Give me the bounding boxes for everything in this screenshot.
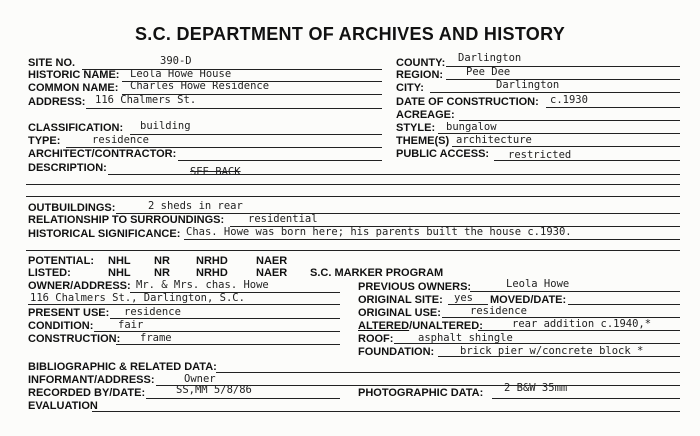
recorded-by-line <box>146 398 340 399</box>
moved-date-line <box>568 304 680 305</box>
altered-line <box>478 330 680 331</box>
construction-value: frame <box>140 332 172 344</box>
bibliographic-label: BIBLIOGRAPHIC & RELATED DATA: <box>28 361 217 373</box>
themes-label: THEME(S) <box>396 135 450 147</box>
significance-value: Chas. Howe was born here; his parents built the house c.1930. <box>186 226 572 238</box>
evaluation-line <box>92 411 680 412</box>
listed-nr: NR <box>154 267 170 279</box>
original-site-label: ORIGINAL SITE: <box>358 294 443 306</box>
moved-date-label: MOVED/DATE: <box>490 294 567 306</box>
architect-line <box>178 160 382 161</box>
roof-label: ROOF: <box>358 333 394 345</box>
potential-nhl: NHL <box>108 255 131 267</box>
style-value: bungalow <box>446 121 497 133</box>
owner-address-label: OWNER/ADDRESS: <box>28 280 131 292</box>
photographic-line <box>492 398 680 399</box>
outbuildings-label: OUTBUILDINGS: <box>28 202 116 214</box>
description-label: DESCRIPTION: <box>28 162 107 174</box>
county-label: COUNTY: <box>396 57 446 69</box>
relationship-value: residential <box>248 213 318 225</box>
present-use-value: residence <box>124 306 181 318</box>
informant-label: INFORMANT/ADDRESS: <box>28 374 155 386</box>
listed-nhl: NHL <box>108 267 131 279</box>
style-label: STYLE: <box>396 122 436 134</box>
common-name-value: Charles Howe Residence <box>130 80 270 92</box>
city-value: Darlington <box>496 79 560 91</box>
description-value: SEE BACK <box>190 166 241 178</box>
potential-label: POTENTIAL: <box>28 255 94 267</box>
potential-naer: NAER <box>256 255 288 267</box>
photographic-value: 2 B&W 35mm <box>504 382 568 394</box>
region-line <box>446 79 680 80</box>
significance-line <box>184 239 680 240</box>
region-value: Pee Dee <box>466 66 511 78</box>
themes-value: architecture <box>456 134 532 146</box>
original-site-value: yes <box>454 292 473 304</box>
foundation-label: FOUNDATION: <box>358 346 435 358</box>
recorded-by-label: RECORDED BY/DATE: <box>28 387 146 399</box>
common-name-label: COMMON NAME: <box>28 82 119 94</box>
condition-value: fair <box>118 319 144 331</box>
present-use-label: PRESENT USE: <box>28 307 110 319</box>
county-value: Darlington <box>458 52 522 64</box>
section-divider <box>26 250 680 251</box>
foundation-value: brick pier w/concrete block * <box>460 345 644 357</box>
type-label: TYPE: <box>28 135 61 147</box>
site-no-label: SITE NO. <box>28 57 76 69</box>
construction-label: CONSTRUCTION: <box>28 333 121 345</box>
unaltered-option: /UNALTERED: <box>409 320 483 332</box>
altered-value: rear addition c.1940,* <box>512 318 652 330</box>
historic-name-label: HISTORIC NAME: <box>28 69 120 81</box>
date-of-construction-line <box>546 107 680 108</box>
owner-address-value: Mr. & Mrs. chas. Howe <box>136 279 269 291</box>
city-line <box>430 92 680 93</box>
altered-label <box>358 320 483 332</box>
blank-line <box>26 196 680 197</box>
city-label: CITY: <box>396 82 424 94</box>
acreage-label: ACREAGE: <box>396 109 455 121</box>
present-use-line <box>110 318 340 319</box>
listed-label: LISTED: <box>28 267 71 279</box>
address-label: ADDRESS: <box>28 96 86 108</box>
page-title: S.C. DEPARTMENT OF ARCHIVES AND HISTORY <box>134 24 566 44</box>
blank-line <box>26 184 680 185</box>
owner-address-value-2: 116 Chalmers St., Darlington, S.C. <box>30 292 245 304</box>
type-value: residence <box>92 134 149 146</box>
site-no-value: 390-D <box>160 55 192 67</box>
original-use-value: residence <box>470 305 527 317</box>
classification-line <box>130 134 382 135</box>
condition-line <box>94 331 340 332</box>
significance-label: HISTORICAL SIGNIFICANCE: <box>28 228 181 240</box>
outbuildings-value: 2 sheds in rear <box>148 200 243 212</box>
address-line <box>86 108 382 109</box>
listed-nrhd: NRHD <box>196 267 228 279</box>
original-use-label: ORIGINAL USE: <box>358 307 441 319</box>
architect-label: ARCHITECT/CONTRACTOR: <box>28 148 177 160</box>
roof-value: asphalt shingle <box>418 332 513 344</box>
potential-nr: NR <box>154 255 170 267</box>
photographic-label: PHOTOGRAPHIC DATA: <box>358 387 484 399</box>
informant-value: Owner <box>184 373 216 385</box>
date-of-construction-value: c.1930 <box>550 94 588 106</box>
region-label: REGION: <box>396 69 444 81</box>
previous-owners-value: Leola Howe <box>506 278 570 290</box>
classification-value: building <box>140 120 191 132</box>
altered-option: ALTERED <box>358 320 410 332</box>
classification-label: CLASSIFICATION: <box>28 122 124 134</box>
bibliographic-line <box>216 372 680 373</box>
marker-program-label: S.C. MARKER PROGRAM <box>310 267 444 279</box>
address-value: 116 Chalmers St. <box>95 94 197 106</box>
recorded-by-value: SS,MM 5/8/86 <box>176 384 252 396</box>
construction-line <box>116 344 340 345</box>
listed-naer: NAER <box>256 267 288 279</box>
public-access-value: restricted <box>508 149 572 161</box>
site-no-line <box>82 69 382 70</box>
evaluation-label: EVALUATION <box>28 400 98 412</box>
relationship-label: RELATIONSHIP TO SURROUNDINGS: <box>28 214 225 226</box>
date-of-construction-label: DATE OF CONSTRUCTION: <box>396 96 539 108</box>
potential-nrhd: NRHD <box>196 255 228 267</box>
condition-label: CONDITION: <box>28 320 94 332</box>
owner-address-line-2 <box>28 304 340 305</box>
historic-name-value: Leola Howe House <box>130 68 232 80</box>
previous-owners-line <box>470 291 680 292</box>
previous-owners-label: PREVIOUS OWNERS: <box>358 281 472 293</box>
themes-line <box>452 146 680 147</box>
public-access-label: PUBLIC ACCESS: <box>396 148 490 160</box>
